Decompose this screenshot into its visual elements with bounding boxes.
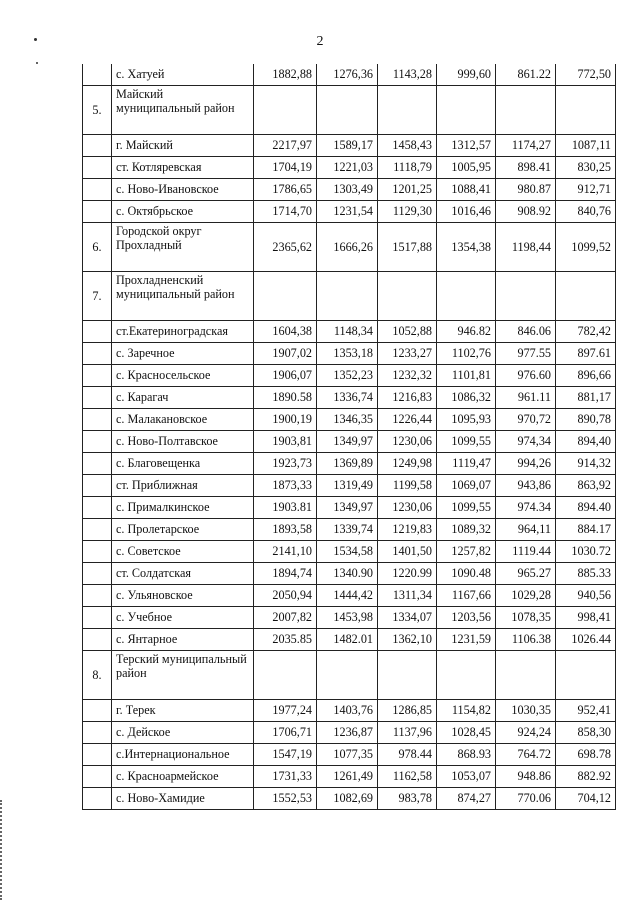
locality-name: с. Ново-Ивановское <box>112 179 254 201</box>
value-cell-4: 1101,81 <box>437 365 496 387</box>
value-cell-5: 1030,35 <box>496 700 556 722</box>
value-cell-4: 1203,56 <box>437 607 496 629</box>
row-number <box>83 431 112 453</box>
value-cell-2: 1349,97 <box>317 497 378 519</box>
value-cell-6: 1087,11 <box>556 135 616 157</box>
value-cell-1: 1894,74 <box>254 563 317 585</box>
row-number <box>83 453 112 475</box>
table-row <box>83 179 616 201</box>
value-cell-1: 1893,58 <box>254 519 317 541</box>
table-row <box>83 321 616 343</box>
value-cell-6: 863,92 <box>556 475 616 497</box>
value-cell-2: 1666,26 <box>317 223 378 272</box>
value-cell-4 <box>437 86 496 135</box>
table-row <box>83 157 616 179</box>
value-cell-2: 1077,35 <box>317 744 378 766</box>
value-cell-6 <box>556 272 616 321</box>
value-cell-1: 1900,19 <box>254 409 317 431</box>
value-cell-5 <box>496 272 556 321</box>
scan-edge-marks <box>0 800 6 900</box>
value-cell-6: 1026.44 <box>556 629 616 651</box>
value-cell-1: 1873,33 <box>254 475 317 497</box>
locality-name: с. Октябрьское <box>112 201 254 223</box>
value-cell-5: 764.72 <box>496 744 556 766</box>
value-cell-5: 846.06 <box>496 321 556 343</box>
value-cell-4: 1099,55 <box>437 497 496 519</box>
table-row <box>83 201 616 223</box>
value-cell-6: 912,71 <box>556 179 616 201</box>
value-cell-5: 964,11 <box>496 519 556 541</box>
locality-name: ст.Екатериноградская <box>112 321 254 343</box>
value-cell-2 <box>317 86 378 135</box>
value-cell-2: 1276,36 <box>317 64 378 86</box>
value-cell-3: 1232,32 <box>378 365 437 387</box>
value-cell-2 <box>317 272 378 321</box>
value-cell-3: 983,78 <box>378 788 437 810</box>
row-number <box>83 788 112 810</box>
row-number <box>83 766 112 788</box>
district-name: Майский муниципальный район <box>112 86 254 135</box>
row-number <box>83 387 112 409</box>
locality-name: с. Ново-Хамидие <box>112 788 254 810</box>
value-cell-1: 1604,38 <box>254 321 317 343</box>
value-cell-1: 1731,33 <box>254 766 317 788</box>
value-cell-1: 1786,65 <box>254 179 317 201</box>
locality-name: с. Красносельское <box>112 365 254 387</box>
locality-name: с. Хатуей <box>112 64 254 86</box>
value-cell-3 <box>378 86 437 135</box>
value-cell-3: 1458,43 <box>378 135 437 157</box>
value-cell-4: 1095,93 <box>437 409 496 431</box>
value-cell-4: 1028,45 <box>437 722 496 744</box>
value-cell-5: 970,72 <box>496 409 556 431</box>
value-cell-4: 1154,82 <box>437 700 496 722</box>
row-number <box>83 519 112 541</box>
value-cell-4: 1119,47 <box>437 453 496 475</box>
value-cell-1: 1552,53 <box>254 788 317 810</box>
value-cell-5: 1029,28 <box>496 585 556 607</box>
value-cell-1: 1907,02 <box>254 343 317 365</box>
value-cell-6: 890,78 <box>556 409 616 431</box>
value-cell-4: 999,60 <box>437 64 496 86</box>
value-cell-1: 2365,62 <box>254 223 317 272</box>
value-cell-5: 1174,27 <box>496 135 556 157</box>
value-cell-5: 908.92 <box>496 201 556 223</box>
value-cell-3: 1311,34 <box>378 585 437 607</box>
row-number <box>83 700 112 722</box>
row-number: 7. <box>83 272 112 321</box>
table-row <box>83 563 616 585</box>
row-number <box>83 321 112 343</box>
value-cell-5: 943,86 <box>496 475 556 497</box>
value-cell-5: 1119.44 <box>496 541 556 563</box>
value-cell-6: 882.92 <box>556 766 616 788</box>
table-row <box>83 453 616 475</box>
row-number <box>83 744 112 766</box>
value-cell-6: 830,25 <box>556 157 616 179</box>
table-row <box>83 722 616 744</box>
value-cell-4: 1231,59 <box>437 629 496 651</box>
table-row <box>83 766 616 788</box>
value-cell-4: 946.82 <box>437 321 496 343</box>
locality-name: с. Прималкинское <box>112 497 254 519</box>
value-cell-3: 1162,58 <box>378 766 437 788</box>
value-cell-3: 1226,44 <box>378 409 437 431</box>
value-cell-6: 894.40 <box>556 497 616 519</box>
district-row <box>83 651 616 700</box>
row-number <box>83 157 112 179</box>
locality-name: г. Терек <box>112 700 254 722</box>
value-cell-2: 1319,49 <box>317 475 378 497</box>
value-cell-4: 1099,55 <box>437 431 496 453</box>
row-number: 8. <box>83 651 112 700</box>
value-cell-6: 1099,52 <box>556 223 616 272</box>
value-cell-1: 2141,10 <box>254 541 317 563</box>
value-cell-2: 1369,89 <box>317 453 378 475</box>
table-row <box>83 629 616 651</box>
value-cell-5: 961.11 <box>496 387 556 409</box>
value-cell-5: 1198,44 <box>496 223 556 272</box>
value-cell-3: 1230,06 <box>378 431 437 453</box>
value-cell-3: 1249,98 <box>378 453 437 475</box>
locality-name: г. Майский <box>112 135 254 157</box>
value-cell-5: 980.87 <box>496 179 556 201</box>
value-cell-6: 782,42 <box>556 321 616 343</box>
table-row <box>83 343 616 365</box>
value-cell-6: 698.78 <box>556 744 616 766</box>
value-cell-4: 874,27 <box>437 788 496 810</box>
row-number <box>83 563 112 585</box>
table-row <box>83 365 616 387</box>
value-cell-6: 940,56 <box>556 585 616 607</box>
value-cell-1: 2217,97 <box>254 135 317 157</box>
value-cell-1: 1903.81 <box>254 497 317 519</box>
value-cell-1: 1977,24 <box>254 700 317 722</box>
value-cell-4: 1089,32 <box>437 519 496 541</box>
value-cell-5: 948.86 <box>496 766 556 788</box>
table-row <box>83 788 616 810</box>
value-cell-4: 868.93 <box>437 744 496 766</box>
value-cell-6: 704,12 <box>556 788 616 810</box>
value-cell-6: 914,32 <box>556 453 616 475</box>
value-cell-3: 1230,06 <box>378 497 437 519</box>
table-row <box>83 64 616 86</box>
value-cell-1 <box>254 651 317 700</box>
locality-name: с. Пролетарское <box>112 519 254 541</box>
value-cell-6: 772,50 <box>556 64 616 86</box>
value-cell-2: 1221,03 <box>317 157 378 179</box>
value-cell-5: 994,26 <box>496 453 556 475</box>
row-number <box>83 497 112 519</box>
value-cell-4: 1053,07 <box>437 766 496 788</box>
value-cell-3: 1143,28 <box>378 64 437 86</box>
row-number <box>83 629 112 651</box>
value-cell-1: 1547,19 <box>254 744 317 766</box>
value-cell-3: 1219,83 <box>378 519 437 541</box>
locality-name: с.Интернациональное <box>112 744 254 766</box>
table-body <box>83 64 616 810</box>
value-cell-2: 1349,97 <box>317 431 378 453</box>
value-cell-5: 1078,35 <box>496 607 556 629</box>
locality-name: с. Ново-Полтавское <box>112 431 254 453</box>
value-cell-2: 1261,49 <box>317 766 378 788</box>
value-cell-1: 1906,07 <box>254 365 317 387</box>
value-cell-2: 1148,34 <box>317 321 378 343</box>
value-cell-5: 976.60 <box>496 365 556 387</box>
locality-name: с. Заречное <box>112 343 254 365</box>
value-cell-6: 885.33 <box>556 563 616 585</box>
value-cell-6: 998,41 <box>556 607 616 629</box>
value-cell-3: 978.44 <box>378 744 437 766</box>
locality-name: с. Красноармейское <box>112 766 254 788</box>
value-cell-5: 924,24 <box>496 722 556 744</box>
district-name: Терский муниципальный район <box>112 651 254 700</box>
table-row <box>83 135 616 157</box>
table-row <box>83 744 616 766</box>
table-row <box>83 541 616 563</box>
value-cell-5: 977.55 <box>496 343 556 365</box>
value-cell-1: 2007,82 <box>254 607 317 629</box>
value-cell-2 <box>317 651 378 700</box>
value-cell-5: 974.34 <box>496 497 556 519</box>
locality-name: ст. Котляревская <box>112 157 254 179</box>
value-cell-1: 1882,88 <box>254 64 317 86</box>
value-cell-4: 1005,95 <box>437 157 496 179</box>
table-row <box>83 475 616 497</box>
locality-name: с. Советское <box>112 541 254 563</box>
value-cell-1: 1903,81 <box>254 431 317 453</box>
value-cell-4: 1257,82 <box>437 541 496 563</box>
value-cell-2: 1534,58 <box>317 541 378 563</box>
value-cell-2: 1589,17 <box>317 135 378 157</box>
value-cell-4: 1088,41 <box>437 179 496 201</box>
value-cell-3: 1334,07 <box>378 607 437 629</box>
value-cell-3 <box>378 651 437 700</box>
value-cell-2: 1482.01 <box>317 629 378 651</box>
value-cell-5 <box>496 86 556 135</box>
value-cell-6 <box>556 651 616 700</box>
value-cell-5: 898.41 <box>496 157 556 179</box>
value-cell-3: 1216,83 <box>378 387 437 409</box>
row-number <box>83 64 112 86</box>
value-cell-5 <box>496 651 556 700</box>
locality-name: с. Янтарное <box>112 629 254 651</box>
value-cell-3: 1199,58 <box>378 475 437 497</box>
table-row <box>83 585 616 607</box>
value-cell-6: 840,76 <box>556 201 616 223</box>
value-cell-3 <box>378 272 437 321</box>
value-cell-1: 1714,70 <box>254 201 317 223</box>
value-cell-4: 1354,38 <box>437 223 496 272</box>
value-cell-2: 1453,98 <box>317 607 378 629</box>
value-cell-6 <box>556 86 616 135</box>
value-cell-5: 770.06 <box>496 788 556 810</box>
row-number <box>83 201 112 223</box>
row-number <box>83 365 112 387</box>
table-row <box>83 431 616 453</box>
value-cell-4: 1312,57 <box>437 135 496 157</box>
value-cell-2: 1352,23 <box>317 365 378 387</box>
value-cell-3: 1129,30 <box>378 201 437 223</box>
value-cell-4: 1086,32 <box>437 387 496 409</box>
value-cell-1 <box>254 272 317 321</box>
value-cell-6: 1030.72 <box>556 541 616 563</box>
row-number <box>83 607 112 629</box>
value-cell-4: 1090.48 <box>437 563 496 585</box>
value-cell-6: 896,66 <box>556 365 616 387</box>
value-cell-3: 1052,88 <box>378 321 437 343</box>
row-number <box>83 475 112 497</box>
row-number <box>83 343 112 365</box>
value-cell-6: 858,30 <box>556 722 616 744</box>
scan-speck <box>36 62 38 64</box>
value-cell-5: 965.27 <box>496 563 556 585</box>
table-row <box>83 387 616 409</box>
value-cell-3: 1362,10 <box>378 629 437 651</box>
district-row <box>83 272 616 321</box>
value-cell-2: 1444,42 <box>317 585 378 607</box>
value-cell-2: 1340.90 <box>317 563 378 585</box>
locality-name: с. Благовещенка <box>112 453 254 475</box>
row-number: 5. <box>83 86 112 135</box>
value-cell-1 <box>254 86 317 135</box>
row-number: 6. <box>83 223 112 272</box>
locality-name: с. Учебное <box>112 607 254 629</box>
locality-name: с. Малакановское <box>112 409 254 431</box>
value-cell-2: 1353,18 <box>317 343 378 365</box>
value-cell-6: 952,41 <box>556 700 616 722</box>
page-number: 2 <box>316 34 324 49</box>
district-name: Прохладненский муниципальный район <box>112 272 254 321</box>
value-cell-3: 1233,27 <box>378 343 437 365</box>
tariff-table <box>82 64 616 810</box>
locality-name: с. Карагач <box>112 387 254 409</box>
value-cell-6: 881,17 <box>556 387 616 409</box>
value-cell-2: 1339,74 <box>317 519 378 541</box>
value-cell-5: 974,34 <box>496 431 556 453</box>
row-number <box>83 541 112 563</box>
value-cell-3: 1137,96 <box>378 722 437 744</box>
value-cell-2: 1236,87 <box>317 722 378 744</box>
value-cell-3: 1201,25 <box>378 179 437 201</box>
value-cell-3: 1220.99 <box>378 563 437 585</box>
value-cell-3: 1286,85 <box>378 700 437 722</box>
row-number <box>83 135 112 157</box>
district-row <box>83 86 616 135</box>
value-cell-1: 1923,73 <box>254 453 317 475</box>
value-cell-4: 1016,46 <box>437 201 496 223</box>
row-number <box>83 179 112 201</box>
table-row <box>83 700 616 722</box>
value-cell-6: 884.17 <box>556 519 616 541</box>
locality-name: ст. Приближная <box>112 475 254 497</box>
value-cell-2: 1336,74 <box>317 387 378 409</box>
table-row <box>83 497 616 519</box>
district-row <box>83 223 616 272</box>
table-row <box>83 607 616 629</box>
district-name: Городской округ Прохладный <box>112 223 254 272</box>
value-cell-2: 1303,49 <box>317 179 378 201</box>
value-cell-1: 1890.58 <box>254 387 317 409</box>
value-cell-1: 1704,19 <box>254 157 317 179</box>
table-row <box>83 409 616 431</box>
locality-name: с. Дейское <box>112 722 254 744</box>
row-number <box>83 722 112 744</box>
value-cell-5: 1106.38 <box>496 629 556 651</box>
value-cell-4: 1069,07 <box>437 475 496 497</box>
locality-name: ст. Солдатская <box>112 563 254 585</box>
row-number <box>83 585 112 607</box>
value-cell-3: 1401,50 <box>378 541 437 563</box>
table-row <box>83 519 616 541</box>
value-cell-4 <box>437 272 496 321</box>
value-cell-3: 1517,88 <box>378 223 437 272</box>
value-cell-2: 1231,54 <box>317 201 378 223</box>
value-cell-1: 1706,71 <box>254 722 317 744</box>
value-cell-4: 1167,66 <box>437 585 496 607</box>
value-cell-1: 2050,94 <box>254 585 317 607</box>
value-cell-4: 1102,76 <box>437 343 496 365</box>
value-cell-5: 861.22 <box>496 64 556 86</box>
value-cell-1: 2035.85 <box>254 629 317 651</box>
row-number <box>83 409 112 431</box>
value-cell-3: 1118,79 <box>378 157 437 179</box>
value-cell-2: 1082,69 <box>317 788 378 810</box>
value-cell-2: 1403,76 <box>317 700 378 722</box>
value-cell-2: 1346,35 <box>317 409 378 431</box>
locality-name: с. Ульяновское <box>112 585 254 607</box>
value-cell-6: 894,40 <box>556 431 616 453</box>
value-cell-4 <box>437 651 496 700</box>
value-cell-6: 897.61 <box>556 343 616 365</box>
